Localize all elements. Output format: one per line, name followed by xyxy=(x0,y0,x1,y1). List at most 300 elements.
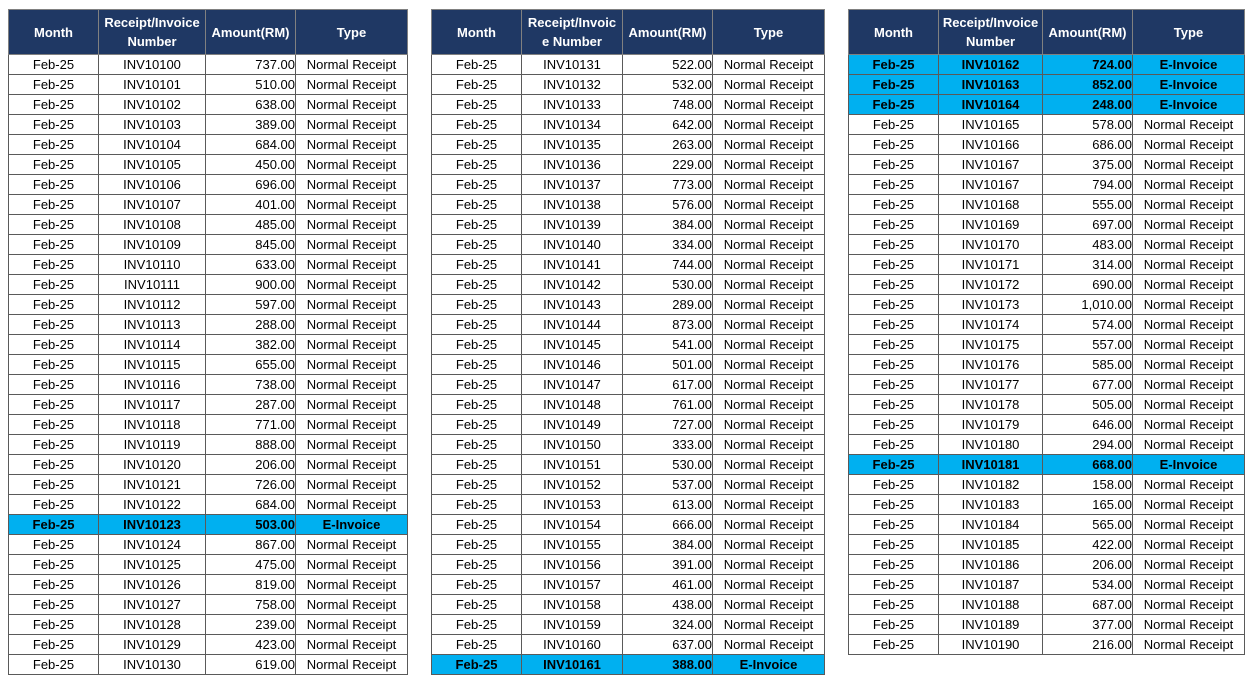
month-cell: Feb-25 xyxy=(849,255,939,275)
type-cell: Normal Receipt xyxy=(296,555,408,575)
table-row xyxy=(849,55,1245,75)
table-row xyxy=(432,275,825,295)
amount-cell: 503.00 xyxy=(206,515,296,535)
table-row xyxy=(9,395,408,415)
type-cell: Normal Receipt xyxy=(713,435,825,455)
table-row xyxy=(432,535,825,555)
invoice-number-cell: INV10124 xyxy=(99,535,206,555)
amount-cell: 375.00 xyxy=(1043,155,1133,175)
invoice-number-cell: INV10154 xyxy=(522,515,623,535)
invoice-number-cell: INV10162 xyxy=(939,55,1043,75)
month-cell: Feb-25 xyxy=(849,595,939,615)
amount-cell: 389.00 xyxy=(206,115,296,135)
type-cell: Normal Receipt xyxy=(713,555,825,575)
month-cell: Feb-25 xyxy=(432,595,522,615)
invoice-number-cell: INV10109 xyxy=(99,235,206,255)
table-row xyxy=(432,455,825,475)
table-row xyxy=(9,415,408,435)
invoice-number-cell: INV10110 xyxy=(99,255,206,275)
amount-cell: 794.00 xyxy=(1043,175,1133,195)
type-cell: Normal Receipt xyxy=(1133,375,1245,395)
type-cell: Normal Receipt xyxy=(296,375,408,395)
type-cell: Normal Receipt xyxy=(296,475,408,495)
table-row xyxy=(9,435,408,455)
type-cell: Normal Receipt xyxy=(1133,415,1245,435)
amount-cell: 510.00 xyxy=(206,75,296,95)
month-cell: Feb-25 xyxy=(849,615,939,635)
invoice-number-cell: INV10138 xyxy=(522,195,623,215)
amount-cell: 574.00 xyxy=(1043,315,1133,335)
amount-cell: 324.00 xyxy=(623,615,713,635)
month-cell: Feb-25 xyxy=(9,635,99,655)
amount-cell: 557.00 xyxy=(1043,335,1133,355)
invoice-number-cell: INV10178 xyxy=(939,395,1043,415)
table-row xyxy=(849,475,1245,495)
type-cell: Normal Receipt xyxy=(713,55,825,75)
type-cell: Normal Receipt xyxy=(296,195,408,215)
month-cell: Feb-25 xyxy=(9,95,99,115)
invoice-number-cell: INV10168 xyxy=(939,195,1043,215)
amount-cell: 483.00 xyxy=(1043,235,1133,255)
table-row xyxy=(9,655,408,675)
invoice-number-cell: INV10129 xyxy=(99,635,206,655)
invoice-number-cell: INV10159 xyxy=(522,615,623,635)
table-row xyxy=(432,255,825,275)
type-cell: Normal Receipt xyxy=(1133,115,1245,135)
month-cell: Feb-25 xyxy=(9,475,99,495)
amount-cell: 314.00 xyxy=(1043,255,1133,275)
type-cell: E-Invoice xyxy=(1133,95,1245,115)
table-row xyxy=(849,395,1245,415)
invoice-number-cell: INV10155 xyxy=(522,535,623,555)
type-cell: Normal Receipt xyxy=(713,355,825,375)
type-cell: Normal Receipt xyxy=(296,415,408,435)
amount-cell: 578.00 xyxy=(1043,115,1133,135)
invoice-number-cell: INV10175 xyxy=(939,335,1043,355)
type-cell: Normal Receipt xyxy=(296,255,408,275)
table-row xyxy=(432,395,825,415)
table-row xyxy=(849,255,1245,275)
table-row xyxy=(849,495,1245,515)
amount-cell: 287.00 xyxy=(206,395,296,415)
month-cell: Feb-25 xyxy=(432,435,522,455)
amount-cell: 619.00 xyxy=(206,655,296,675)
amount-cell: 668.00 xyxy=(1043,455,1133,475)
type-cell: Normal Receipt xyxy=(1133,635,1245,655)
amount-cell: 248.00 xyxy=(1043,95,1133,115)
table-row xyxy=(849,175,1245,195)
amount-cell: 873.00 xyxy=(623,315,713,335)
type-cell: Normal Receipt xyxy=(713,495,825,515)
month-cell: Feb-25 xyxy=(9,135,99,155)
month-cell: Feb-25 xyxy=(432,395,522,415)
amount-cell: 773.00 xyxy=(623,175,713,195)
invoice-number-cell: INV10165 xyxy=(939,115,1043,135)
type-cell: E-Invoice xyxy=(1133,455,1245,475)
header-type: Type xyxy=(1133,10,1245,55)
table-row xyxy=(9,635,408,655)
amount-cell: 633.00 xyxy=(206,255,296,275)
table-row xyxy=(432,95,825,115)
invoice-number-cell: INV10173 xyxy=(939,295,1043,315)
header-amount: Amount(RM) xyxy=(206,10,296,55)
invoice-number-cell: INV10139 xyxy=(522,215,623,235)
table-row xyxy=(849,555,1245,575)
invoice-number-cell: INV10144 xyxy=(522,315,623,335)
invoice-number-cell: INV10187 xyxy=(939,575,1043,595)
amount-cell: 666.00 xyxy=(623,515,713,535)
type-cell: Normal Receipt xyxy=(296,115,408,135)
amount-cell: 744.00 xyxy=(623,255,713,275)
table-row xyxy=(432,295,825,315)
type-cell: Normal Receipt xyxy=(713,315,825,335)
table-row xyxy=(432,135,825,155)
header-row xyxy=(432,10,825,55)
table-row xyxy=(9,135,408,155)
invoice-number-cell: INV10133 xyxy=(522,95,623,115)
month-cell: Feb-25 xyxy=(9,215,99,235)
invoice-number-cell: INV10121 xyxy=(99,475,206,495)
amount-cell: 684.00 xyxy=(206,135,296,155)
invoice-number-cell: INV10164 xyxy=(939,95,1043,115)
invoice-number-cell: INV10189 xyxy=(939,615,1043,635)
month-cell: Feb-25 xyxy=(849,95,939,115)
invoice-number-cell: INV10179 xyxy=(939,415,1043,435)
table-row xyxy=(432,175,825,195)
month-cell: Feb-25 xyxy=(432,175,522,195)
invoice-number-cell: INV10126 xyxy=(99,575,206,595)
invoice-number-cell: INV10150 xyxy=(522,435,623,455)
invoice-number-cell: INV10141 xyxy=(522,255,623,275)
amount-cell: 761.00 xyxy=(623,395,713,415)
table-row xyxy=(432,155,825,175)
amount-cell: 888.00 xyxy=(206,435,296,455)
invoice-number-cell: INV10169 xyxy=(939,215,1043,235)
table-row xyxy=(849,115,1245,135)
type-cell: Normal Receipt xyxy=(296,355,408,375)
invoice-number-cell: INV10127 xyxy=(99,595,206,615)
table-row xyxy=(849,155,1245,175)
header-receipt-invoice-number: Receipt/Invoic e Number xyxy=(522,10,623,55)
amount-cell: 423.00 xyxy=(206,635,296,655)
table-row xyxy=(432,655,825,675)
type-cell: Normal Receipt xyxy=(1133,435,1245,455)
table-row xyxy=(432,315,825,335)
table-row xyxy=(9,295,408,315)
table-row xyxy=(9,515,408,535)
invoice-number-cell: INV10112 xyxy=(99,295,206,315)
month-cell: Feb-25 xyxy=(9,455,99,475)
invoice-number-cell: INV10140 xyxy=(522,235,623,255)
invoice-number-cell: INV10166 xyxy=(939,135,1043,155)
amount-cell: 289.00 xyxy=(623,295,713,315)
table-row xyxy=(9,275,408,295)
type-cell: Normal Receipt xyxy=(713,375,825,395)
month-cell: Feb-25 xyxy=(432,375,522,395)
invoice-number-cell: INV10128 xyxy=(99,615,206,635)
month-cell: Feb-25 xyxy=(432,515,522,535)
table-row xyxy=(432,635,825,655)
type-cell: Normal Receipt xyxy=(713,195,825,215)
invoice-number-cell: INV10107 xyxy=(99,195,206,215)
month-cell: Feb-25 xyxy=(9,315,99,335)
month-cell: Feb-25 xyxy=(9,275,99,295)
invoice-number-cell: INV10149 xyxy=(522,415,623,435)
table-row xyxy=(849,235,1245,255)
invoice-number-cell: INV10167 xyxy=(939,175,1043,195)
invoice-number-cell: INV10142 xyxy=(522,275,623,295)
invoice-number-cell: INV10108 xyxy=(99,215,206,235)
type-cell: Normal Receipt xyxy=(1133,555,1245,575)
amount-cell: 388.00 xyxy=(623,655,713,675)
type-cell: Normal Receipt xyxy=(713,535,825,555)
table-row xyxy=(9,195,408,215)
table-row xyxy=(9,455,408,475)
month-cell: Feb-25 xyxy=(849,495,939,515)
invoice-number-cell: INV10103 xyxy=(99,115,206,135)
month-cell: Feb-25 xyxy=(432,55,522,75)
table-row xyxy=(432,475,825,495)
amount-cell: 687.00 xyxy=(1043,595,1133,615)
invoice-number-cell: INV10106 xyxy=(99,175,206,195)
month-cell: Feb-25 xyxy=(9,175,99,195)
invoice-number-cell: INV10186 xyxy=(939,555,1043,575)
invoice-number-cell: INV10151 xyxy=(522,455,623,475)
month-cell: Feb-25 xyxy=(9,495,99,515)
amount-cell: 216.00 xyxy=(1043,635,1133,655)
month-cell: Feb-25 xyxy=(849,75,939,95)
type-cell: Normal Receipt xyxy=(296,455,408,475)
header-row xyxy=(849,10,1245,55)
table-row xyxy=(9,495,408,515)
month-cell: Feb-25 xyxy=(432,215,522,235)
amount-cell: 377.00 xyxy=(1043,615,1133,635)
invoice-number-cell: INV10176 xyxy=(939,355,1043,375)
amount-cell: 597.00 xyxy=(206,295,296,315)
table-row xyxy=(849,335,1245,355)
invoice-number-cell: INV10161 xyxy=(522,655,623,675)
type-cell: Normal Receipt xyxy=(296,95,408,115)
table-row xyxy=(849,575,1245,595)
type-cell: Normal Receipt xyxy=(296,335,408,355)
table-row xyxy=(849,95,1245,115)
month-cell: Feb-25 xyxy=(432,255,522,275)
amount-cell: 485.00 xyxy=(206,215,296,235)
table-row xyxy=(849,135,1245,155)
month-cell: Feb-25 xyxy=(9,435,99,455)
type-cell: Normal Receipt xyxy=(713,395,825,415)
type-cell: Normal Receipt xyxy=(1133,255,1245,275)
type-cell: Normal Receipt xyxy=(713,135,825,155)
table-row xyxy=(9,315,408,335)
invoice-number-cell: INV10131 xyxy=(522,55,623,75)
invoice-number-cell: INV10132 xyxy=(522,75,623,95)
type-cell: Normal Receipt xyxy=(296,655,408,675)
table-row xyxy=(432,215,825,235)
invoice-number-cell: INV10115 xyxy=(99,355,206,375)
amount-cell: 696.00 xyxy=(206,175,296,195)
month-cell: Feb-25 xyxy=(849,435,939,455)
amount-cell: 726.00 xyxy=(206,475,296,495)
month-cell: Feb-25 xyxy=(849,355,939,375)
table-row xyxy=(432,495,825,515)
type-cell: Normal Receipt xyxy=(1133,155,1245,175)
type-cell: Normal Receipt xyxy=(296,55,408,75)
month-cell: Feb-25 xyxy=(9,395,99,415)
amount-cell: 686.00 xyxy=(1043,135,1133,155)
header-type: Type xyxy=(713,10,825,55)
table-row xyxy=(432,75,825,95)
amount-cell: 684.00 xyxy=(206,495,296,515)
amount-cell: 646.00 xyxy=(1043,415,1133,435)
amount-cell: 690.00 xyxy=(1043,275,1133,295)
table-row xyxy=(849,75,1245,95)
table-row xyxy=(9,75,408,95)
type-cell: Normal Receipt xyxy=(713,635,825,655)
header-month: Month xyxy=(9,10,99,55)
table-row xyxy=(849,315,1245,335)
table-row xyxy=(849,535,1245,555)
type-cell: Normal Receipt xyxy=(1133,215,1245,235)
amount-cell: 229.00 xyxy=(623,155,713,175)
header-receipt-invoice-number: Receipt/Invoice Number xyxy=(939,10,1043,55)
table-row xyxy=(9,475,408,495)
month-cell: Feb-25 xyxy=(9,555,99,575)
type-cell: Normal Receipt xyxy=(1133,595,1245,615)
table-row xyxy=(9,175,408,195)
month-cell: Feb-25 xyxy=(849,455,939,475)
month-cell: Feb-25 xyxy=(849,275,939,295)
table-row xyxy=(9,115,408,135)
amount-cell: 867.00 xyxy=(206,535,296,555)
type-cell: Normal Receipt xyxy=(713,595,825,615)
type-cell: Normal Receipt xyxy=(713,235,825,255)
table-row xyxy=(432,55,825,75)
type-cell: Normal Receipt xyxy=(1133,335,1245,355)
month-cell: Feb-25 xyxy=(9,195,99,215)
invoice-number-cell: INV10116 xyxy=(99,375,206,395)
invoice-number-cell: INV10125 xyxy=(99,555,206,575)
amount-cell: 613.00 xyxy=(623,495,713,515)
table-row xyxy=(9,235,408,255)
month-cell: Feb-25 xyxy=(9,295,99,315)
amount-cell: 401.00 xyxy=(206,195,296,215)
table-row xyxy=(849,435,1245,455)
amount-cell: 391.00 xyxy=(623,555,713,575)
amount-cell: 541.00 xyxy=(623,335,713,355)
type-cell: Normal Receipt xyxy=(1133,355,1245,375)
invoice-number-cell: INV10188 xyxy=(939,595,1043,615)
amount-cell: 537.00 xyxy=(623,475,713,495)
month-cell: Feb-25 xyxy=(9,75,99,95)
amount-cell: 461.00 xyxy=(623,575,713,595)
invoice-number-cell: INV10170 xyxy=(939,235,1043,255)
month-cell: Feb-25 xyxy=(432,195,522,215)
table-row xyxy=(9,375,408,395)
type-cell: Normal Receipt xyxy=(713,295,825,315)
table-row xyxy=(849,635,1245,655)
invoice-number-cell: INV10152 xyxy=(522,475,623,495)
receipt-table-2 xyxy=(431,9,825,675)
invoice-number-cell: INV10163 xyxy=(939,75,1043,95)
type-cell: Normal Receipt xyxy=(296,595,408,615)
amount-cell: 294.00 xyxy=(1043,435,1133,455)
invoice-number-cell: INV10117 xyxy=(99,395,206,415)
amount-cell: 642.00 xyxy=(623,115,713,135)
table-row xyxy=(432,515,825,535)
month-cell: Feb-25 xyxy=(9,655,99,675)
type-cell: Normal Receipt xyxy=(713,115,825,135)
type-cell: Normal Receipt xyxy=(296,295,408,315)
type-cell: Normal Receipt xyxy=(1133,295,1245,315)
invoice-number-cell: INV10130 xyxy=(99,655,206,675)
month-cell: Feb-25 xyxy=(849,575,939,595)
month-cell: Feb-25 xyxy=(9,335,99,355)
type-cell: Normal Receipt xyxy=(296,635,408,655)
invoice-number-cell: INV10146 xyxy=(522,355,623,375)
table-row xyxy=(432,335,825,355)
amount-cell: 522.00 xyxy=(623,55,713,75)
month-cell: Feb-25 xyxy=(9,615,99,635)
month-cell: Feb-25 xyxy=(9,255,99,275)
table-row xyxy=(9,95,408,115)
table-row xyxy=(9,335,408,355)
header-amount: Amount(RM) xyxy=(1043,10,1133,55)
type-cell: Normal Receipt xyxy=(713,95,825,115)
amount-cell: 334.00 xyxy=(623,235,713,255)
invoice-number-cell: INV10134 xyxy=(522,115,623,135)
type-cell: Normal Receipt xyxy=(1133,575,1245,595)
table-row xyxy=(849,355,1245,375)
amount-cell: 771.00 xyxy=(206,415,296,435)
month-cell: Feb-25 xyxy=(849,215,939,235)
type-cell: Normal Receipt xyxy=(296,435,408,455)
month-cell: Feb-25 xyxy=(432,575,522,595)
invoice-number-cell: INV10118 xyxy=(99,415,206,435)
invoice-number-cell: INV10190 xyxy=(939,635,1043,655)
type-cell: Normal Receipt xyxy=(296,615,408,635)
amount-cell: 165.00 xyxy=(1043,495,1133,515)
month-cell: Feb-25 xyxy=(849,555,939,575)
type-cell: Normal Receipt xyxy=(296,315,408,335)
month-cell: Feb-25 xyxy=(432,555,522,575)
type-cell: Normal Receipt xyxy=(296,75,408,95)
invoice-number-cell: INV10100 xyxy=(99,55,206,75)
table-row xyxy=(849,595,1245,615)
type-cell: E-Invoice xyxy=(1133,55,1245,75)
month-cell: Feb-25 xyxy=(849,115,939,135)
type-cell: Normal Receipt xyxy=(1133,275,1245,295)
month-cell: Feb-25 xyxy=(849,235,939,255)
type-cell: Normal Receipt xyxy=(713,615,825,635)
month-cell: Feb-25 xyxy=(9,55,99,75)
amount-cell: 1,010.00 xyxy=(1043,295,1133,315)
invoice-number-cell: INV10174 xyxy=(939,315,1043,335)
amount-cell: 737.00 xyxy=(206,55,296,75)
month-cell: Feb-25 xyxy=(432,315,522,335)
type-cell: Normal Receipt xyxy=(713,215,825,235)
amount-cell: 530.00 xyxy=(623,275,713,295)
receipt-table-1 xyxy=(8,9,408,675)
header-month: Month xyxy=(849,10,939,55)
amount-cell: 576.00 xyxy=(623,195,713,215)
table-row xyxy=(9,255,408,275)
invoice-number-cell: INV10157 xyxy=(522,575,623,595)
amount-cell: 852.00 xyxy=(1043,75,1133,95)
amount-cell: 617.00 xyxy=(623,375,713,395)
table-row xyxy=(9,615,408,635)
table-row xyxy=(432,435,825,455)
